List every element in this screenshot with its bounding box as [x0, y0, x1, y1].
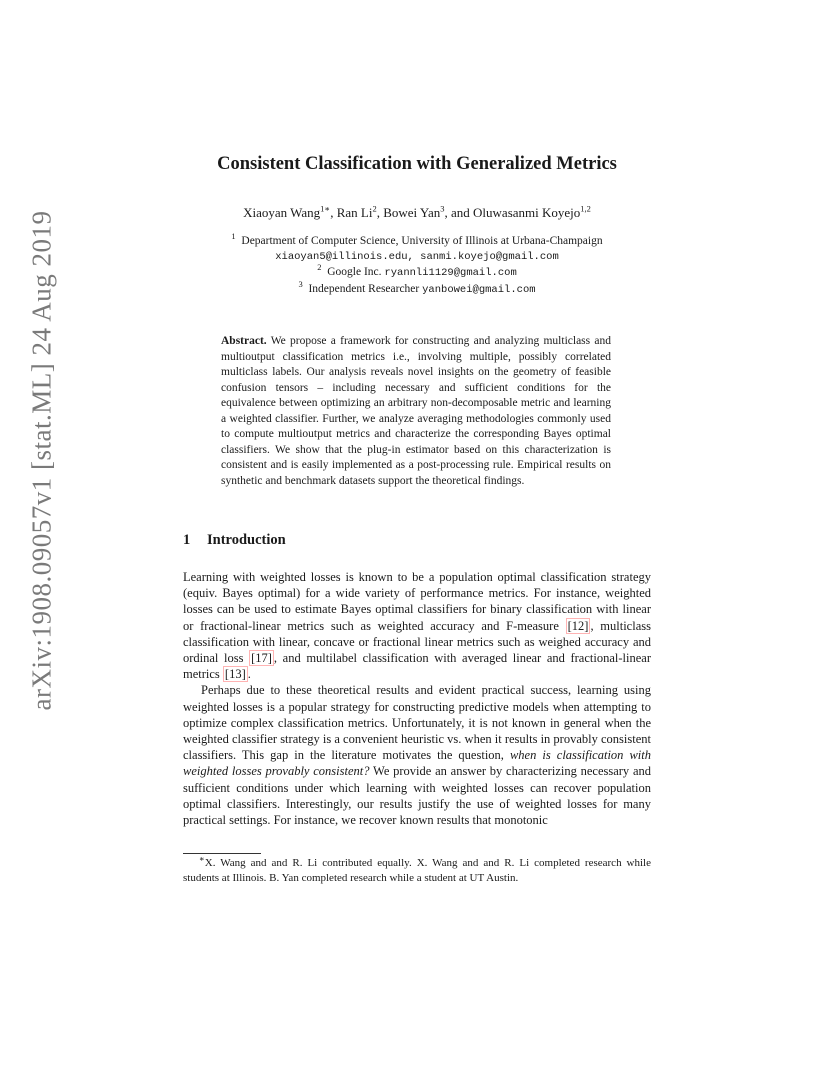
citation-17[interactable]: [17]: [251, 651, 272, 666]
arxiv-side-identifier: [22, 210, 62, 710]
affiliation-2: [183, 262, 651, 282]
section-title: Introduction: [207, 532, 286, 548]
research-question: when is classification with weighted losses provably consistent?: [183, 748, 652, 779]
author-3: Bowei Yan: [383, 205, 441, 220]
section-heading-introduction: [183, 532, 286, 549]
introduction-body: [183, 569, 651, 828]
affiliation-2-mark: 2: [317, 262, 322, 273]
author-1-mark: 1∗: [320, 203, 331, 214]
affiliations: [183, 231, 651, 298]
affiliation-1-mark: 1: [231, 231, 236, 242]
author-2-mark: 2: [372, 203, 377, 214]
citation-13[interactable]: [13]: [224, 667, 246, 682]
paragraph-1-text-c: , and multilabel classification with averaged linear and fractional-linear metrics: [183, 651, 651, 682]
section-number: 1: [183, 532, 191, 548]
abstract-text: We propose a framework for constructing and analyzing multiclass and multioutput classification metrics i.e., involving multiple, possibly correlated multiclass labels. Our analysis reveals novel insights on the geometry of feasible confusion tensors – including necessary and sufficient conditions for the equivalence between optimizing an arbitrary non-decomposable metric and learning a weighted classifier. Further, we analyze averaging methodologies commonly used to compute multioutput metrics and characterize the corresponding Bayes optimal classifiers. We show that the plug-in estimator based on this characterization is consistent and is easily implemented as a post-processing rule. Empirical results on synthetic and benchmark datasets support the theoretical findings.: [221, 335, 611, 487]
footnote-mark: ∗: [199, 853, 205, 864]
author-4-mark: 1,2: [580, 203, 591, 214]
author-4: Oluwasanmi Koyejo: [473, 205, 581, 220]
affiliation-3-email: yanbowei@gmail.com: [422, 283, 536, 296]
paragraph-1-text-d: .: [247, 667, 251, 682]
paper-title: Consistent Classification with Generalized Metrics: [217, 154, 617, 174]
arxiv-id-text: arXiv:1908.09057v1 [stat.ML] 24 Aug 2019: [26, 210, 57, 710]
footnote-text: X. Wang and and R. Li contributed equally. X. Wang and and R. Li completed research while students at Illinois. B. Yan completed research while a student at UT Austin.: [183, 857, 651, 884]
paragraph-1: [183, 569, 651, 682]
affiliation-3-text: Independent Researcher: [308, 282, 420, 295]
paragraph-2-text-a: Perhaps due to these theoretical results and evident practical success, learning using weighted losses is a popular strategy for constructing predictive models when attempting to optimize complex classification metrics. Unfortunately, it is not known in general when the weighted classifier strategy is a convenient heuristic vs. when it results in provably consistent classifiers. This gap in the literature motivates the question,: [183, 683, 651, 763]
affiliation-1-text: Department of Computer Science, University of Illinois at Urbana-Champaign: [241, 235, 603, 247]
author-3-mark: 3: [440, 203, 445, 214]
author-1: Xiaoyan Wang: [243, 205, 321, 220]
affiliation-1: [183, 231, 651, 250]
abstract: [221, 334, 611, 489]
paragraph-2: [183, 682, 651, 828]
affiliation-1-emails: xiaoyan5@illinois.edu, sanmi.koyejo@gmail.com: [275, 250, 559, 263]
citation-12[interactable]: [12]: [567, 618, 589, 633]
paragraph-1-text-a: Learning with weighted losses is known to be a population optimal classification strategy (equiv. Bayes optimal) for a wide variety of performance metrics. For instance, weighted losses can be used to estimate Bayes optimal classifiers for binary classification with linear or fractional-linear metrics such as weighted accuracy and F-measure: [183, 570, 651, 633]
affiliation-3: [183, 278, 651, 299]
footnote-divider: [183, 853, 261, 854]
author-conjunction: and: [451, 205, 470, 220]
affiliation-2-email: ryannli1129@gmail.com: [384, 267, 517, 279]
abstract-label: Abstract.: [221, 335, 267, 347]
affiliation-2-text: Google Inc.: [327, 266, 382, 278]
author-2: Ran Li: [336, 205, 373, 220]
footnote-paragraph: [183, 853, 651, 886]
author-list: Xiaoyan Wang$^{1∗}$, Ran Li$^2$, Bowei Yan$^3$, and Oluwasanmi Koyejo$^{1,2}$: [243, 203, 591, 220]
footnote: [183, 853, 651, 886]
paragraph-2-text-b: We provide an answer by characterizing necessary and sufficient conditions under which learning with weighted losses can recover population optimal classifiers. Interestingly, our results justify the use of weighted losses for many practical settings. For instance, we recover known results that monotonic: [183, 764, 651, 828]
paragraph-1-text-b: , multiclass classification with linear, concave or fractional linear metrics such as weighed accuracy and ordinal loss: [183, 618, 651, 666]
affiliation-3-mark: 3: [298, 278, 303, 289]
